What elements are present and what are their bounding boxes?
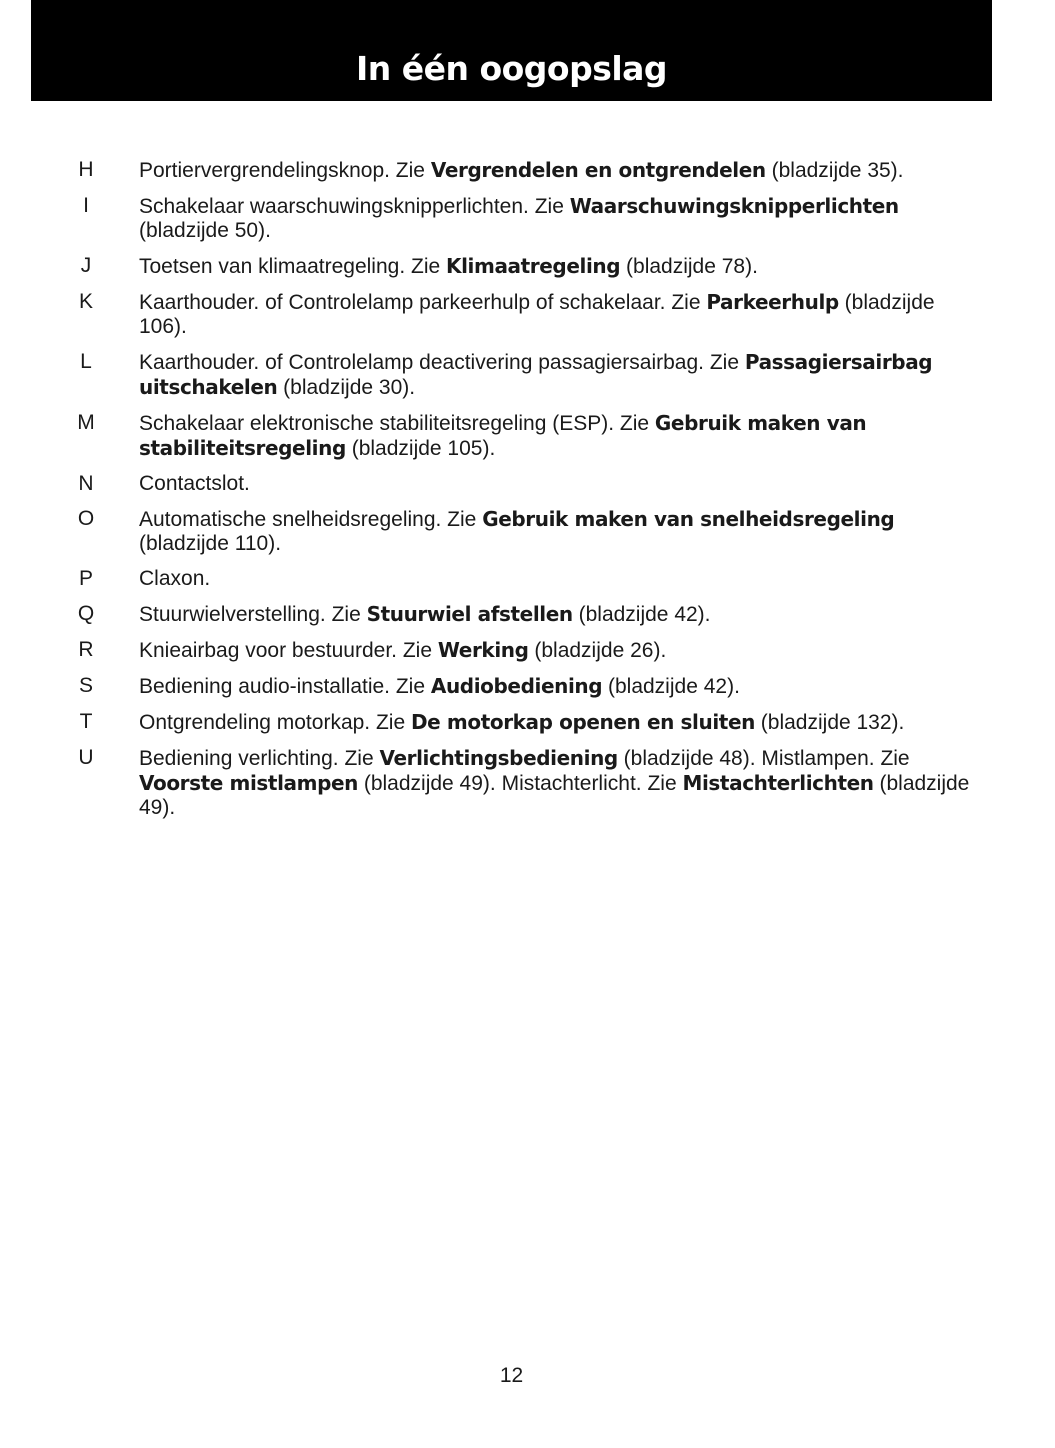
- entry-reference: Vergrendelen en ontgrendelen: [430, 158, 766, 182]
- entry-text-part: Contactslot.: [139, 472, 250, 495]
- list-item: [0, 472, 1055, 496]
- entry-text-part: Portiervergrendelingsknop. Zie: [139, 159, 431, 182]
- entry-text-part: (bladzijde 42).: [602, 675, 740, 698]
- entry-reference: Klimaatregeling: [446, 254, 621, 278]
- entry-text-part: (bladzijde 78).: [620, 255, 758, 278]
- entry-text-part: (bladzijde 30).: [277, 376, 416, 399]
- entry-text-part: (bladzijde 49). Mistachterlicht. Zie: [358, 772, 683, 795]
- entry-letter: L: [80, 350, 92, 373]
- entry-text: [139, 411, 984, 461]
- list-item: [0, 507, 1055, 556]
- entry-text-part: Kaarthouder. of Controlelamp parkeerhulp of schakelaar. Zie: [139, 291, 707, 314]
- list-item: [0, 567, 1055, 591]
- entry-text: [139, 194, 984, 243]
- list-item: [0, 350, 1055, 400]
- entry-reference: Voorste mistlampen: [139, 771, 358, 795]
- entry-text-part: (bladzijde 110).: [139, 532, 282, 555]
- entry-reference: De motorkap openen en sluiten: [410, 710, 755, 734]
- list-item: [0, 710, 1055, 735]
- list-item: [0, 158, 1055, 183]
- entry-text-part: Bediening verlichting. Zie: [139, 747, 380, 770]
- entry-reference: Gebruik maken van stabiliteitsregeling: [139, 411, 867, 460]
- entry-letter: Q: [77, 602, 95, 625]
- entry-text: [139, 350, 984, 400]
- entry-text-part: (bladzijde 105).: [345, 437, 496, 460]
- entry-text-part: Kaarthouder. of Controlelamp deactivering passagiersairbag. Zie: [139, 351, 745, 374]
- entry-text-part: (bladzijde 132).: [754, 711, 905, 734]
- entry-reference: Parkeerhulp: [706, 290, 839, 314]
- entry-text-part: Ontgrendeling motorkap. Zie: [139, 711, 411, 734]
- entry-reference: Waarschuwingsknipperlichten: [569, 194, 899, 218]
- entry-reference: Gebruik maken van snelheidsregeling: [482, 507, 895, 531]
- entry-letter: T: [79, 710, 93, 733]
- entry-text: [139, 638, 984, 663]
- entry-text-part: Claxon.: [139, 567, 211, 590]
- list-item: [0, 638, 1055, 663]
- list-item: [0, 194, 1055, 243]
- entry-letter: S: [78, 674, 93, 697]
- list-item: [0, 602, 1055, 627]
- entry-letter: O: [77, 507, 95, 530]
- entry-text: [139, 507, 984, 556]
- entry-letter: M: [77, 411, 95, 434]
- list-item: [0, 254, 1055, 279]
- entry-text-part: (bladzijde 49).: [139, 772, 970, 819]
- entry-reference: Mistachterlichten: [682, 771, 874, 795]
- entry-text: [139, 746, 984, 820]
- entry-reference: Passagiersairbag uitschakelen: [139, 350, 933, 399]
- entry-text: [139, 567, 984, 591]
- entry-letter: R: [78, 638, 94, 661]
- entry-letter: I: [83, 194, 89, 217]
- entry-list: [0, 158, 1055, 831]
- entry-text-part: Schakelaar elektronische stabiliteitsregeling (ESP). Zie: [139, 412, 655, 435]
- header-bar: [31, 0, 992, 101]
- entry-text: [139, 472, 984, 496]
- entry-text-part: Automatische snelheidsregeling. Zie: [139, 508, 483, 531]
- entry-text: [139, 674, 984, 699]
- entry-text-part: Toetsen van klimaatregeling. Zie: [139, 255, 446, 278]
- page-number: 12: [499, 1364, 524, 1387]
- entry-text: [139, 254, 984, 279]
- entry-text-part: Bediening audio-installatie. Zie: [139, 675, 431, 698]
- entry-text-part: Schakelaar waarschuwingsknipperlichten. Zie: [139, 195, 570, 218]
- entry-text-part: (bladzijde 48). Mistlampen. Zie: [617, 747, 910, 770]
- entry-text-part: Stuurwielverstelling. Zie: [139, 603, 367, 626]
- entry-letter: P: [78, 567, 93, 590]
- entry-text-part: (bladzijde 50).: [139, 219, 271, 242]
- entry-reference: Verlichtingsbediening: [379, 746, 618, 770]
- entry-reference: Stuurwiel afstellen: [366, 602, 573, 626]
- list-item: [0, 746, 1055, 820]
- entry-letter: U: [78, 746, 94, 769]
- entry-text-part: Knieairbag voor bestuurder. Zie: [139, 639, 438, 662]
- entry-letter: J: [80, 254, 92, 277]
- entry-reference: Audiobediening: [430, 674, 603, 698]
- entry-text: [139, 290, 984, 339]
- entry-text-part: (bladzijde 42).: [572, 603, 711, 626]
- entry-text-part: (bladzijde 26).: [528, 639, 667, 662]
- entry-letter: K: [78, 290, 93, 313]
- list-item: [0, 411, 1055, 461]
- page-title: In één oogopslag: [355, 49, 668, 88]
- entry-text-part: (bladzijde 106).: [139, 291, 935, 338]
- entry-reference: Werking: [437, 638, 529, 662]
- entry-letter: N: [78, 472, 94, 495]
- entry-letter: H: [78, 158, 94, 181]
- entry-text-part: (bladzijde 35).: [765, 159, 904, 182]
- list-item: [0, 290, 1055, 339]
- entry-text: [139, 710, 984, 735]
- entry-text: [139, 602, 984, 627]
- entry-text: [139, 158, 984, 183]
- list-item: [0, 674, 1055, 699]
